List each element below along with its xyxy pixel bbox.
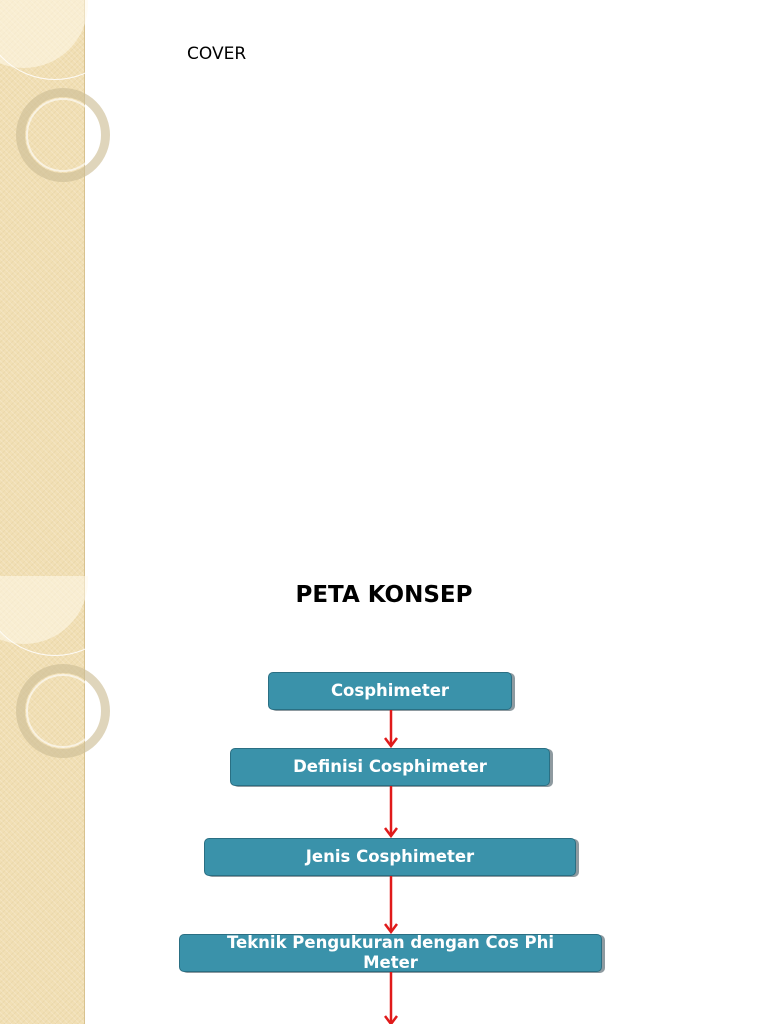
- decorative-side-strip: [0, 576, 85, 1024]
- concept-node-definisi: Definisi Cosphimeter: [230, 748, 550, 786]
- slide-title: PETA KONSEP: [295, 582, 473, 608]
- down-arrow-icon: [384, 710, 398, 748]
- concept-node-teknik: Teknik Pengukuran dengan Cos Phi Meter: [179, 934, 602, 972]
- down-arrow-icon: [384, 972, 398, 1024]
- concept-map-slide: [0, 576, 768, 1024]
- decorative-ring-inner: [26, 674, 100, 748]
- decorative-circle-outline: [0, 0, 130, 80]
- decorative-side-strip: [0, 0, 85, 576]
- decorative-ring-inner: [26, 98, 100, 172]
- down-arrow-icon: [384, 786, 398, 838]
- down-arrow-icon: [384, 876, 398, 934]
- cover-label: COVER: [187, 44, 247, 64]
- concept-node-cosphimeter: Cosphimeter: [268, 672, 512, 710]
- concept-node-jenis: Jenis Cosphimeter: [204, 838, 576, 876]
